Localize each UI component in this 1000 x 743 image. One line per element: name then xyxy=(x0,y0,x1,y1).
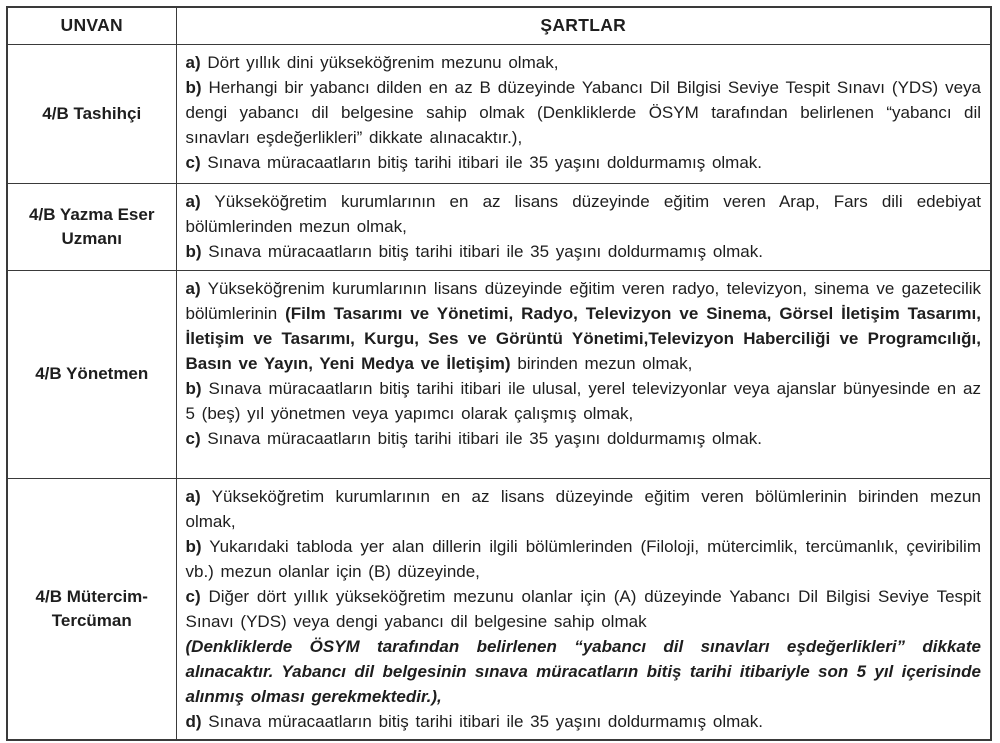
requirement-text-segment: a) xyxy=(185,486,201,506)
requirement-text-segment: Yükseköğretim kurumlarının en az lisans düzeyinde eğitim veren bölümlerinin birinden mezun olmak, xyxy=(185,486,981,531)
requirement-item xyxy=(186,376,982,426)
requirement-text-segment: d) xyxy=(185,711,202,731)
requirement-text-segment: (Film Tasarımı ve Yönetimi, Radyo, Televizyon ve Sinema, Görsel İletişim Tasarımı, İletişim ve Tasarımı, Kurgu, Ses ve Görüntü Yönetimi,Televizyon Haberciliği ve Programcılığı, Basın ve Yayın, Yeni Medya ve İletişim) xyxy=(185,303,981,373)
requirement-item xyxy=(186,584,982,634)
requirement-text-segment: Yukarıdaki tabloda yer alan dillerin ilgili bölümlerinden (Filoloji, mütercimlik, tercümanlık, çeviribilim vb.) mezun olanlar için (B) düzeyinde, xyxy=(185,536,981,581)
requirement-item xyxy=(186,150,982,175)
requirement-text-segment: Yükseköğretim kurumlarının en az lisans düzeyinde eğitim veren Arap, Fars dili edebiyat bölümlerinden mezun olmak, xyxy=(185,191,981,236)
requirement-text-segment: b) xyxy=(185,77,202,97)
position-title-cell: 4/B Mütercim-Tercüman xyxy=(7,478,176,740)
position-title-cell: 4/B Tashihçi xyxy=(7,44,176,183)
requirement-text-segment: c) xyxy=(185,428,201,448)
requirement-text-segment: Sınava müracaatların bitiş tarihi itibari ile ulusal, yerel televizyonlar veya ajanslar bünyesinde en az 5 (beş) yıl yönetmen veya yapımcı olarak çalışmış olmak, xyxy=(185,378,981,423)
requirement-text-segment: b) xyxy=(185,241,202,261)
position-title-cell: 4/B Yönetmen xyxy=(7,270,176,478)
table-row xyxy=(7,478,991,740)
requirement-text-segment: Yükseköğrenim kurumlarının lisans düzeyinde eğitim veren radyo, televizyon, sinema ve gazetecilik bölümlerinin xyxy=(185,278,981,323)
conditions-cell xyxy=(176,270,991,478)
requirement-text-segment: Sınava müracaatların bitiş tarihi itibari ile 35 yaşını doldurmamış olmak. xyxy=(201,241,763,261)
table-row xyxy=(7,183,991,270)
requirement-item xyxy=(186,484,982,534)
requirement-item xyxy=(186,50,982,75)
requirement-text-segment: a) xyxy=(185,278,201,298)
requirement-text-segment: Sınava müracaatların bitiş tarihi itibari ile 35 yaşını doldurmamış olmak. xyxy=(200,428,763,448)
requirement-item xyxy=(186,634,982,709)
column-header-unvan: UNVAN xyxy=(7,7,176,44)
conditions-cell xyxy=(176,44,991,183)
conditions-cell xyxy=(176,478,991,740)
requirement-text-segment: Herhangi bir yabancı dilden en az B düzeyinde Yabancı Dil Bilgisi Seviye Tespit Sınavı (YDS) veya dengi yabancı dil belgesine sahip olmak (Denkliklerde ÖSYM tarafından belirlenen “yabancı dil sınavları eşdeğerlikleri” dikkate alınacaktır.), xyxy=(185,77,981,147)
requirement-text-segment: c) xyxy=(185,586,201,606)
requirement-item xyxy=(186,709,982,734)
column-header-sartlar: ŞARTLAR xyxy=(176,7,991,44)
requirements-table xyxy=(6,6,992,741)
requirement-item xyxy=(186,426,982,451)
requirement-item xyxy=(186,534,982,584)
requirement-text-segment: Sınava müracaatların bitiş tarihi itibari ile 35 yaşını doldurmamış olmak. xyxy=(200,152,763,172)
requirement-text-segment: Dört yıllık dini yükseköğrenim mezunu olmak, xyxy=(200,52,559,72)
requirement-text-segment: (Denkliklerde ÖSYM tarafından belirlenen “yabancı dil sınavları eşdeğerlikleri” dikkate alınacaktır. Yabancı dil belgesinin sınava müracatların bitiş tarihi itibariyle son 5 yıl içerisinde alınmış olması gerekmektedir.), xyxy=(185,636,981,706)
requirement-text-segment: a) xyxy=(185,191,201,211)
table-row xyxy=(7,44,991,183)
conditions-cell xyxy=(176,183,991,270)
requirement-item xyxy=(186,75,982,150)
requirement-text-segment: c) xyxy=(185,152,201,172)
requirement-item xyxy=(186,189,982,239)
requirement-text-segment: birinden mezun olmak, xyxy=(510,353,693,373)
requirement-text-segment: Sınava müracaatların bitiş tarihi itibari ile 35 yaşını doldurmamış olmak. xyxy=(201,711,763,731)
header-row xyxy=(7,7,991,44)
requirement-item xyxy=(186,239,982,264)
requirement-text-segment: Diğer dört yıllık yükseköğretim mezunu olanlar için (A) düzeyinde Yabancı Dil Bilgisi Seviye Tespit Sınavı (YDS) veya dengi yabancı dil belgesine sahip olmak xyxy=(185,586,981,631)
requirement-text-segment: b) xyxy=(185,536,202,556)
position-title-cell: 4/B Yazma Eser Uzmanı xyxy=(7,183,176,270)
requirement-item xyxy=(186,276,982,376)
requirement-text-segment: b) xyxy=(185,378,202,398)
requirement-text-segment: a) xyxy=(185,52,201,72)
table-row xyxy=(7,270,991,478)
